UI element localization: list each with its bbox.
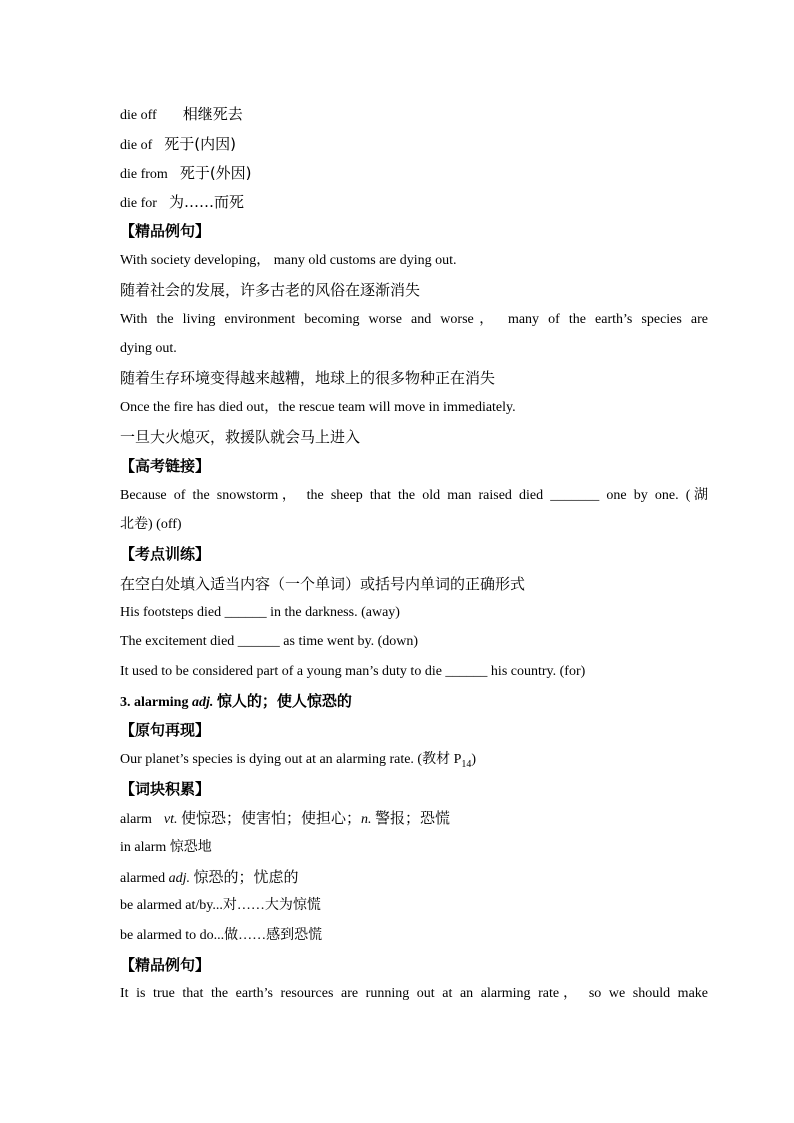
exam-question-continued: 北卷) (off): [120, 517, 182, 532]
chunk-be-alarmed-at: be alarmed at/by...对……大为惊慌: [120, 898, 321, 913]
chunk-alarm: [120, 808, 450, 830]
phrase-zh: 为……而死: [168, 193, 244, 211]
example-zh: 一旦大火熄灭，救援队就会马上进入: [120, 428, 361, 446]
page-subscript: 14: [461, 758, 472, 770]
practice-item: His footsteps died ______ in the darkness. (away): [120, 605, 400, 620]
part-of-speech: n.: [361, 812, 372, 827]
chunk-alarmed: [120, 867, 299, 889]
phrase-die-for: [120, 192, 244, 214]
phrase-en: die of: [120, 138, 153, 153]
example-en: Once the fire has died out，the rescue team will move in immediately.: [120, 400, 516, 415]
chunk-zh: 惊恐的；忧虑的: [193, 868, 299, 886]
practice-instruction: 在空白处填入适当内容（一个单词）或括号内单词的正确形式: [120, 575, 526, 593]
part-of-speech: adj.: [168, 871, 190, 886]
chunk-zh: 警报；恐慌: [375, 809, 451, 827]
phrase-die-from: [120, 163, 252, 185]
phrase-en: die for: [120, 196, 157, 211]
phrase-die-off: [120, 104, 243, 126]
example-en: With the living environment becoming worse and worse， many of the earth’s species are: [120, 312, 708, 327]
example-zh: 随着社会的发展，许多古老的风俗在逐渐消失: [120, 281, 421, 299]
word-entry-heading: [120, 691, 352, 713]
example-en: It is true that the earth’s resources are running out at an alarming rate， so we should make: [120, 986, 708, 1001]
chunk-en: alarm: [120, 812, 152, 827]
chunk-in-alarm: in alarm 惊恐地: [120, 840, 212, 855]
practice-item: The excitement died ______ as time went by. (down): [120, 634, 419, 649]
chunk-zh: 使惊恐；使害怕；使担心；: [180, 809, 361, 827]
phrase-zh: 相继死去: [182, 105, 243, 123]
phrase-die-of: [120, 134, 236, 156]
entry-word: 3. alarming: [120, 695, 189, 710]
chunk-be-alarmed-to: be alarmed to do...做……感到恐慌: [120, 928, 323, 943]
section-heading-examples-2: 【精品例句】: [120, 956, 211, 974]
part-of-speech: adj.: [191, 695, 214, 710]
section-heading-chunks: 【词块积累】: [120, 780, 211, 798]
example-en: With society developing， many old customs are dying out.: [120, 253, 457, 268]
phrase-en: die off: [120, 108, 157, 123]
chunk-en: alarmed: [120, 871, 166, 886]
example-en-continued: dying out.: [120, 341, 177, 356]
section-heading-exam-link: 【高考链接】: [120, 457, 211, 475]
phrase-zh: 死于(内因): [164, 135, 236, 153]
example-zh: 随着生存环境变得越来越糟，地球上的很多物种正在消失: [120, 369, 496, 387]
original-sentence: [120, 750, 476, 775]
phrase-en: die from: [120, 167, 168, 182]
part-of-speech: vt.: [163, 812, 178, 827]
original-sentence-text: Our planet’s species is dying out at an alarming rate. (教材 P: [120, 752, 462, 767]
section-heading-practice: 【考点训练】: [120, 545, 211, 563]
practice-item: It used to be considered part of a young man’s duty to die ______ his country. (for): [120, 664, 586, 679]
section-heading-examples: 【精品例句】: [120, 222, 211, 240]
exam-question: Because of the snowstorm， the sheep that the old man raised died _______ one by one. (湖: [120, 488, 708, 503]
original-sentence-end: ): [471, 752, 477, 767]
entry-meaning: 惊人的；使人惊恐的: [216, 692, 352, 710]
section-heading-original: 【原句再现】: [120, 721, 211, 739]
phrase-zh: 死于(外因): [179, 164, 252, 182]
